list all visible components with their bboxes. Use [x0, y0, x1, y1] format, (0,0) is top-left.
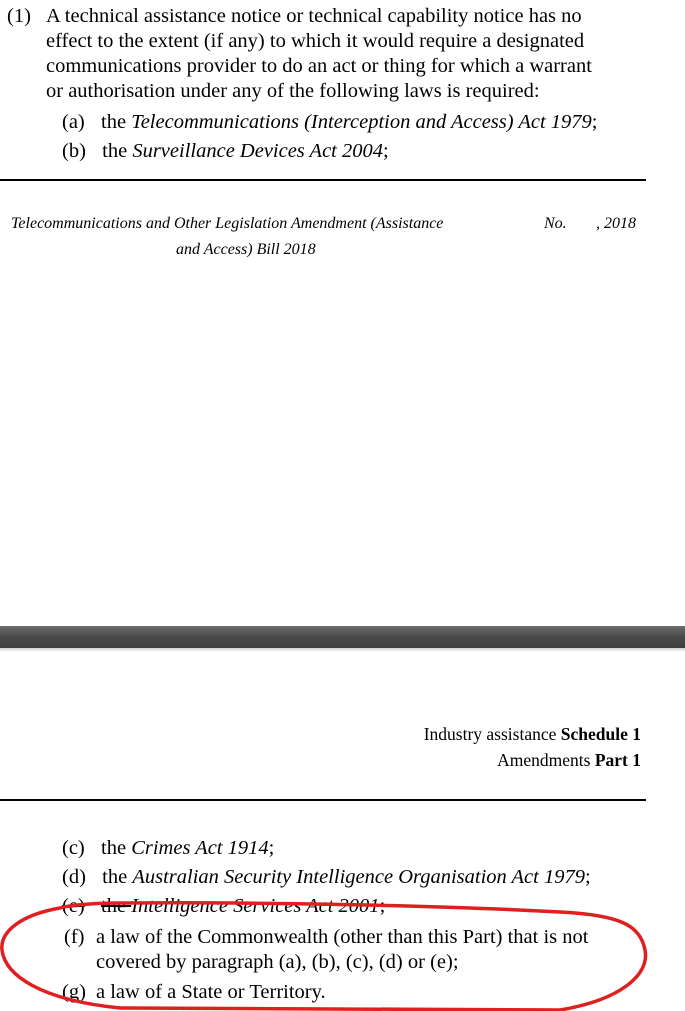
paragraph-suffix: ; — [382, 140, 389, 162]
paragraph-label: (d) — [62, 866, 86, 888]
subsection-line: communications provider to do an act or thing for which a warrant — [46, 55, 592, 77]
act-title: Crimes Act 1914 — [131, 837, 269, 859]
header-part: Part 1 — [594, 750, 641, 770]
paragraph-prefix: the — [101, 837, 132, 859]
bill-number-label: No. — [544, 215, 567, 232]
paragraph-label: (f) — [64, 926, 85, 948]
act-title: Surveillance Devices Act 2004 — [132, 140, 383, 162]
bill-title-line2: and Access) Bill 2018 — [176, 241, 316, 258]
paragraph-prefix: the — [102, 866, 133, 888]
paragraph-suffix: ; — [268, 837, 275, 859]
paragraph-suffix: ; — [584, 866, 591, 888]
paragraph-line: a law of the Commonwealth (other than this Part) that is not — [96, 926, 589, 948]
subsection-line: or authorisation under any of the following laws is required: — [46, 80, 540, 102]
paragraph-prefix: the — [101, 895, 132, 917]
paragraph-label: (b) — [62, 140, 86, 162]
bill-year: , 2018 — [596, 215, 636, 232]
paragraph-text: a law of a State or Territory. — [96, 981, 326, 1003]
paragraph-suffix: ; — [379, 895, 386, 917]
header-part-name: Industry assistance — [423, 724, 557, 744]
paragraph-prefix: the — [102, 140, 133, 162]
paragraph-prefix: the — [101, 111, 132, 133]
subsection-line: effect to the extent (if any) to which it would require a designated — [46, 30, 585, 52]
bill-title-line1: Telecommunications and Other Legislation Amendment (Assistance — [11, 215, 444, 232]
act-title: Telecommunications (Interception and Access) Act 1979 — [131, 111, 592, 133]
act-title: Intelligence Services Act 2001 — [131, 895, 380, 917]
paragraph-label: (c) — [62, 837, 85, 859]
paragraph-label: (g) — [62, 981, 86, 1003]
subsection-line: A technical assistance notice or technical capability notice has no — [46, 5, 582, 27]
header-part-name: Amendments — [497, 750, 591, 770]
paragraph-line: covered by paragraph (a), (b), (c), (d) or (e); — [96, 951, 459, 973]
subsection-number: (1) — [7, 5, 31, 27]
act-title: Australian Security Intelligence Organisation Act 1979 — [132, 866, 585, 888]
header-schedule: Schedule 1 — [560, 724, 641, 744]
paragraph-suffix: ; — [591, 111, 598, 133]
paragraph-label: (e) — [62, 895, 85, 917]
paragraph-label: (a) — [62, 111, 85, 133]
